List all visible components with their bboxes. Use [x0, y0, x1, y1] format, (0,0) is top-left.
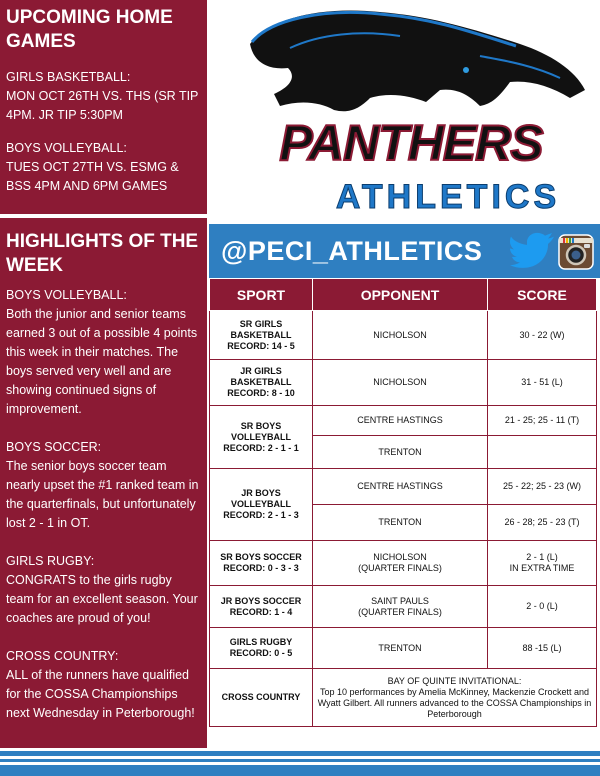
- sport-cell: SR BOYS VOLLEYBALL RECORD: 2 - 1 - 1: [210, 406, 313, 469]
- highlight-item-text: The senior boys soccer team nearly upset the #1 ranked team in the quarterfinals, but unfortunately lost 2 - 1 in OT.: [6, 459, 199, 530]
- score-cell: 2 - 0 (L): [488, 586, 597, 628]
- table-header-row: [210, 279, 597, 311]
- sidebar: [0, 0, 207, 748]
- opponent-cell: NICHOLSON (QUARTER FINALS): [313, 541, 488, 586]
- highlight-item-title: BOYS SOCCER:: [6, 440, 102, 454]
- sport-cell: SR GIRLS BASKETBALL RECORD: 14 - 5: [210, 311, 313, 360]
- score-cell: 88 -15 (L): [488, 628, 597, 669]
- table-row: [210, 541, 597, 586]
- sport-cell: JR GIRLS BASKETBALL RECORD: 8 - 10: [210, 360, 313, 406]
- score-cell: 31 - 51 (L): [488, 360, 597, 406]
- results-table: [209, 278, 597, 727]
- score-cell: 26 - 28; 25 - 23 (T): [488, 505, 597, 541]
- upcoming-item: [6, 139, 201, 196]
- cross-country-note: BAY OF QUINTE INVITATIONAL: Top 10 performances by Amelia McKinney, Mackenzie Crockett and Wyatt Gilbert. All runners advanced to the COSSA Championships in Peterborough: [313, 669, 597, 727]
- opponent-cell: CENTRE HASTINGS: [313, 406, 488, 436]
- opponent-cell: TRENTON: [313, 628, 488, 669]
- table-row: [210, 406, 597, 436]
- twitter-bird-icon: [510, 232, 556, 268]
- upcoming-item-title: BOYS VOLLEYBALL:: [6, 141, 127, 155]
- highlight-item-text: Both the junior and senior teams earned 3 out of a possible 4 points this week in their matches. The boys served very well and are showing continued signs of improvement.: [6, 307, 198, 416]
- sport-cell: GIRLS RUGBY RECORD: 0 - 5: [210, 628, 313, 669]
- social-handle: @PECI_ATHLETICS: [221, 236, 483, 266]
- highlight-item: [6, 552, 201, 628]
- highlight-item: [6, 647, 201, 723]
- opponent-cell: CENTRE HASTINGS: [313, 469, 488, 505]
- upcoming-item-text: MON OCT 26TH VS. THS (SR TIP 4PM. JR TIP 5:30PM: [6, 89, 199, 122]
- highlight-item: [6, 286, 201, 419]
- sport-cell: SR BOYS SOCCER RECORD: 0 - 3 - 3: [210, 541, 313, 586]
- footer-stripes: [0, 748, 600, 776]
- header-opponent: OPPONENT: [313, 279, 488, 311]
- highlight-item-title: BOYS VOLLEYBALL:: [6, 288, 127, 302]
- table-row: [210, 669, 597, 727]
- highlights-section: [0, 218, 207, 748]
- highlight-item-text: CONGRATS to the girls rugby team for an excellent season. Your coaches are proud of you!: [6, 573, 198, 625]
- panther-icon: [250, 10, 585, 111]
- highlight-item: [6, 438, 201, 533]
- score-cell: 2 - 1 (L) IN EXTRA TIME: [488, 541, 597, 586]
- table-row: [210, 311, 597, 360]
- table-row: [210, 360, 597, 406]
- logo-word-athletics: ATHLETICS: [335, 178, 561, 216]
- score-cell: 30 - 22 (W): [488, 311, 597, 360]
- opponent-cell: SAINT PAULS (QUARTER FINALS): [313, 586, 488, 628]
- opponent-cell: TRENTON: [313, 436, 488, 469]
- highlight-item-title: CROSS COUNTRY:: [6, 649, 119, 663]
- score-cell: 21 - 25; 25 - 11 (T): [488, 406, 597, 436]
- score-cell: [488, 436, 597, 469]
- opponent-cell: NICHOLSON: [313, 311, 488, 360]
- footer-stripe: [0, 751, 600, 756]
- upcoming-home-games-section: [0, 0, 207, 214]
- table-row: [210, 628, 597, 669]
- score-cell: 25 - 22; 25 - 23 (W): [488, 469, 597, 505]
- opponent-cell: TRENTON: [313, 505, 488, 541]
- header-sport: SPORT: [210, 279, 313, 311]
- upcoming-item: [6, 68, 201, 125]
- sport-cell: JR BOYS VOLLEYBALL RECORD: 2 - 1 - 3: [210, 469, 313, 541]
- header-score: SCORE: [488, 279, 597, 311]
- instagram-camera-icon: [558, 234, 594, 270]
- upcoming-heading: UPCOMING HOME GAMES: [6, 7, 173, 52]
- footer-stripe: [0, 759, 600, 762]
- highlight-item-text: ALL of the runners have qualified for the COSSA Championships next Wednesday in Peterborough!: [6, 668, 195, 720]
- upcoming-item-title: GIRLS BASKETBALL:: [6, 70, 131, 84]
- panthers-athletics-logo: [230, 8, 592, 220]
- sport-cell: CROSS COUNTRY: [210, 669, 313, 727]
- footer-stripe: [0, 765, 600, 776]
- opponent-cell: NICHOLSON: [313, 360, 488, 406]
- table-row: [210, 469, 597, 505]
- highlight-item-title: GIRLS RUGBY:: [6, 554, 95, 568]
- table-row: [210, 586, 597, 628]
- sport-cell: JR BOYS SOCCER RECORD: 1 - 4: [210, 586, 313, 628]
- logo-word-panthers: PANTHERS: [279, 115, 543, 171]
- upcoming-item-text: TUES OCT 27TH VS. ESMG & BSS 4PM AND 6PM GAMES: [6, 160, 179, 193]
- highlights-heading: HIGHLIGHTS OF THE WEEK: [6, 231, 199, 276]
